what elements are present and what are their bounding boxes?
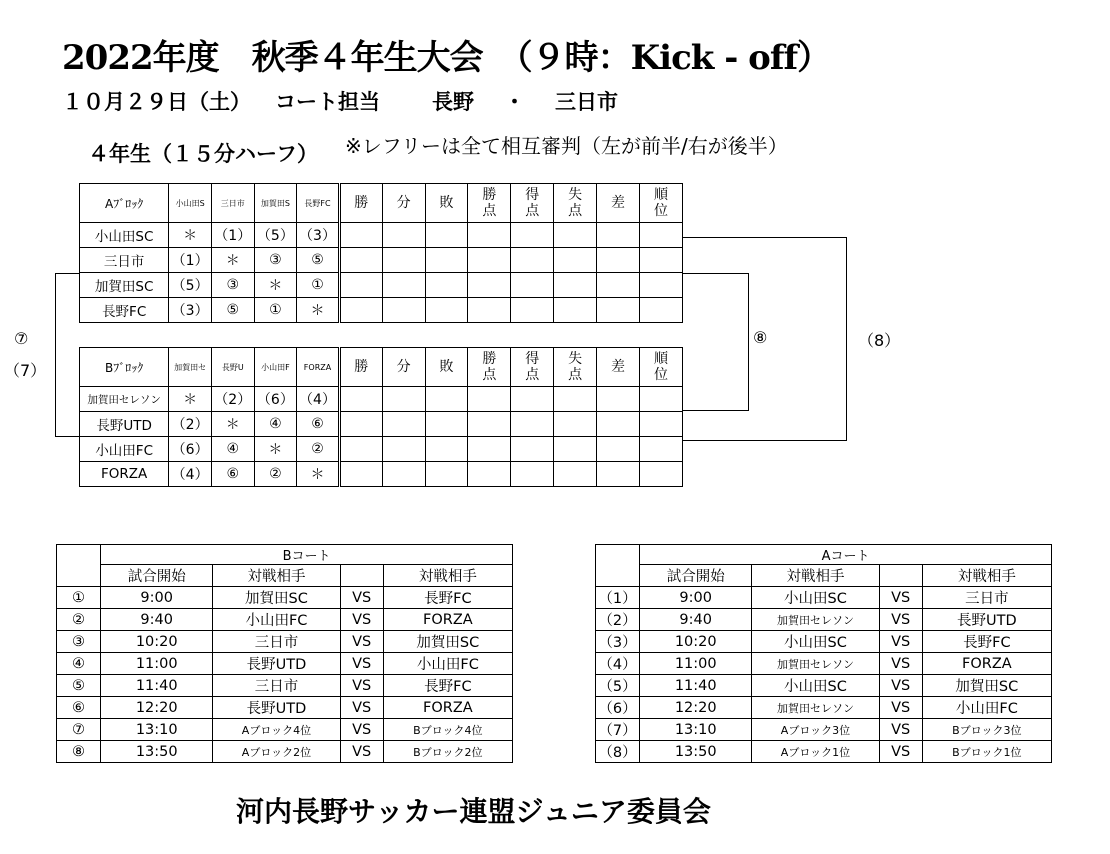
team-row — [80, 248, 683, 273]
home-team: Aブロック3位 — [752, 719, 879, 741]
match-cell: （4） — [169, 462, 212, 487]
bracket-line — [683, 237, 847, 238]
standings-cell — [597, 412, 640, 437]
standings-cell — [382, 223, 425, 248]
vs-label: VS — [879, 697, 922, 719]
corner-cell — [596, 545, 640, 587]
standings-cell — [468, 412, 511, 437]
match-row — [596, 675, 1052, 697]
opponent-column-head: 小山田F — [254, 348, 297, 387]
vs-label: VS — [340, 587, 383, 609]
match-number: ④ — [57, 653, 101, 675]
away-team: 三日市 — [922, 587, 1051, 609]
opponent-column-head: 三日市 — [211, 184, 254, 223]
standings-cell — [425, 298, 468, 323]
standings-cell — [382, 387, 425, 412]
block-name: Bﾌﾞﾛｯｸ — [80, 348, 169, 387]
away-team: 小山田FC — [383, 653, 512, 675]
standings-column-head: 分 — [382, 348, 425, 387]
away-team: Bブロック4位 — [383, 719, 512, 741]
match-time: 10:20 — [640, 631, 752, 653]
match-time: 9:00 — [101, 587, 213, 609]
standings-column-head: 得 点 — [511, 348, 554, 387]
vs-label: VS — [340, 609, 383, 631]
vs-label: VS — [879, 719, 922, 741]
standings-column-head: 敗 — [425, 348, 468, 387]
vs-label: VS — [879, 609, 922, 631]
team-name: 小山田FC — [80, 437, 169, 462]
col-opponent-2: 対戦相手 — [383, 565, 512, 587]
vs-label: VS — [340, 719, 383, 741]
away-team: 長野FC — [383, 675, 512, 697]
bracket-line — [683, 410, 749, 411]
standings-cell — [425, 273, 468, 298]
standings-cell — [639, 223, 682, 248]
bracket-label-8-paren: （8） — [858, 331, 901, 350]
standings-cell — [425, 387, 468, 412]
standings-cell — [382, 462, 425, 487]
standings-column-head: 差 — [597, 184, 640, 223]
match-cell: ④ — [254, 412, 297, 437]
match-cell: ② — [254, 462, 297, 487]
standings-cell — [554, 412, 597, 437]
standings-cell — [597, 387, 640, 412]
standings-cell — [468, 248, 511, 273]
away-team: Bブロック3位 — [922, 719, 1051, 741]
bracket-label-7-circle: ⑦ — [14, 329, 29, 348]
match-cell: （3） — [297, 223, 340, 248]
match-cell: （6） — [254, 387, 297, 412]
court-name: Bコート — [101, 545, 513, 565]
col-vs — [340, 565, 383, 587]
match-row — [596, 609, 1052, 631]
home-team: Aブロック1位 — [752, 741, 879, 763]
standings-cell — [511, 462, 554, 487]
away-team: Bブロック1位 — [922, 741, 1051, 763]
standings-cell — [339, 248, 382, 273]
team-name: 小山田SC — [80, 223, 169, 248]
standings-cell — [339, 462, 382, 487]
schedule-b-court — [56, 544, 513, 763]
standings-cell — [468, 298, 511, 323]
standings-column-head: 失 点 — [554, 184, 597, 223]
team-name: FORZA — [80, 462, 169, 487]
home-team: 小山田SC — [752, 631, 879, 653]
match-time: 11:00 — [101, 653, 213, 675]
match-cell: ⑤ — [211, 298, 254, 323]
match-time: 11:00 — [640, 653, 752, 675]
team-name: 加賀田セレソン — [80, 387, 169, 412]
match-cell: ⑤ — [297, 248, 340, 273]
match-cell: （2） — [211, 387, 254, 412]
standings-column-head: 勝 — [339, 184, 382, 223]
page-title: 2022年度 秋季４年生大会 （９時：Kick - off） — [62, 38, 831, 78]
standings-cell — [639, 387, 682, 412]
match-time: 13:10 — [640, 719, 752, 741]
match-row — [57, 587, 513, 609]
away-team: 長野FC — [383, 587, 512, 609]
match-cell: ③ — [211, 273, 254, 298]
bracket-line — [55, 273, 56, 436]
match-date: １０月２９日（土） — [62, 89, 251, 114]
match-cell: （5） — [169, 273, 212, 298]
match-number: （5） — [596, 675, 640, 697]
match-time: 11:40 — [640, 675, 752, 697]
bracket-line — [683, 273, 749, 274]
bracket-label-7-paren: （7） — [4, 361, 47, 380]
standings-cell — [425, 412, 468, 437]
match-number: ⑤ — [57, 675, 101, 697]
standings-column-head: 勝 点 — [468, 348, 511, 387]
match-row — [57, 675, 513, 697]
standings-cell — [425, 248, 468, 273]
vs-label: VS — [879, 631, 922, 653]
match-cell: ① — [297, 273, 340, 298]
date-court-line — [62, 86, 618, 116]
bracket-label-8-circle: ⑧ — [753, 328, 768, 347]
away-team: FORZA — [383, 697, 512, 719]
standings-column-head: 差 — [597, 348, 640, 387]
match-cell: ＊ — [297, 298, 340, 323]
col-start-time: 試合開始 — [101, 565, 213, 587]
match-number: ② — [57, 609, 101, 631]
home-team: 加賀田SC — [213, 587, 340, 609]
match-row — [596, 741, 1052, 763]
match-cell: ② — [297, 437, 340, 462]
team-name: 三日市 — [80, 248, 169, 273]
match-cell: ⑥ — [211, 462, 254, 487]
match-row — [57, 631, 513, 653]
home-team: Aブロック2位 — [213, 741, 340, 763]
opponent-column-head: 長野FC — [297, 184, 340, 223]
standings-cell — [597, 462, 640, 487]
match-cell: ＊ — [211, 412, 254, 437]
match-row — [57, 719, 513, 741]
match-number: （1） — [596, 587, 640, 609]
standings-cell — [339, 437, 382, 462]
match-time: 13:50 — [101, 741, 213, 763]
match-number: （3） — [596, 631, 640, 653]
match-cell: ① — [254, 298, 297, 323]
opponent-column-head: 加賀田セ — [169, 348, 212, 387]
vs-label: VS — [340, 697, 383, 719]
block-a-table — [79, 183, 683, 323]
standings-cell — [639, 437, 682, 462]
team-name: 加賀田SC — [80, 273, 169, 298]
organizer-footer: 河内長野サッカー連盟ジュニア委員会 — [236, 795, 711, 828]
vs-label: VS — [879, 653, 922, 675]
standings-cell — [468, 437, 511, 462]
col-opponent-1: 対戦相手 — [213, 565, 340, 587]
col-opponent-1: 対戦相手 — [752, 565, 879, 587]
standings-cell — [511, 223, 554, 248]
block-b-table — [79, 347, 683, 487]
standings-cell — [468, 387, 511, 412]
bracket-line — [55, 436, 79, 437]
match-time: 11:40 — [101, 675, 213, 697]
referee-note: ※レフリーは全て相互審判（左が前半/右が後半） — [345, 134, 788, 158]
home-team: 加賀田セレソン — [752, 697, 879, 719]
match-row — [596, 719, 1052, 741]
match-time: 9:40 — [640, 609, 752, 631]
opponent-column-head: 加賀田S — [254, 184, 297, 223]
standings-cell — [554, 437, 597, 462]
col-start-time: 試合開始 — [640, 565, 752, 587]
bracket-line — [683, 440, 847, 441]
match-row — [57, 741, 513, 763]
match-cell: ＊ — [254, 437, 297, 462]
match-number: ⑦ — [57, 719, 101, 741]
match-cell: （2） — [169, 412, 212, 437]
standings-column-head: 順 位 — [639, 348, 682, 387]
away-team: 小山田FC — [922, 697, 1051, 719]
standings-cell — [597, 273, 640, 298]
away-team: 加賀田SC — [383, 631, 512, 653]
standings-column-head: 勝 点 — [468, 184, 511, 223]
standings-cell — [425, 462, 468, 487]
match-cell: （1） — [169, 248, 212, 273]
bracket-line — [55, 273, 79, 274]
standings-cell — [511, 273, 554, 298]
match-time: 12:20 — [640, 697, 752, 719]
away-team: 加賀田SC — [922, 675, 1051, 697]
col-vs — [879, 565, 922, 587]
match-number: （2） — [596, 609, 640, 631]
standings-cell — [511, 248, 554, 273]
standings-cell — [468, 223, 511, 248]
match-cell: ＊ — [254, 273, 297, 298]
home-team: 三日市 — [213, 631, 340, 653]
vs-label: VS — [879, 741, 922, 763]
standings-column-head: 分 — [382, 184, 425, 223]
standings-cell — [339, 273, 382, 298]
col-opponent-2: 対戦相手 — [922, 565, 1051, 587]
standings-cell — [554, 223, 597, 248]
home-team: 加賀田セレソン — [752, 609, 879, 631]
away-team: Bブロック2位 — [383, 741, 512, 763]
opponent-column-head: FORZA — [297, 348, 340, 387]
court-assign-1: 長野 — [432, 89, 474, 114]
grade-label: ４年生（１５分ハーフ） — [88, 141, 318, 166]
standings-cell — [639, 462, 682, 487]
home-team: 加賀田セレソン — [752, 653, 879, 675]
standings-cell — [382, 248, 425, 273]
match-row — [596, 631, 1052, 653]
standings-cell — [597, 298, 640, 323]
opponent-column-head: 長野U — [211, 348, 254, 387]
team-row — [80, 437, 683, 462]
standings-cell — [468, 462, 511, 487]
standings-cell — [339, 412, 382, 437]
match-cell: （6） — [169, 437, 212, 462]
standings-cell — [382, 298, 425, 323]
team-row — [80, 412, 683, 437]
away-team: FORZA — [383, 609, 512, 631]
vs-label: VS — [879, 675, 922, 697]
match-row — [596, 653, 1052, 675]
match-number: ③ — [57, 631, 101, 653]
standings-cell — [425, 223, 468, 248]
match-cell: ＊ — [169, 223, 212, 248]
match-row — [57, 697, 513, 719]
match-cell: ④ — [211, 437, 254, 462]
match-time: 13:50 — [640, 741, 752, 763]
standings-cell — [554, 298, 597, 323]
team-row — [80, 462, 683, 487]
standings-cell — [639, 298, 682, 323]
team-row — [80, 273, 683, 298]
standings-cell — [639, 248, 682, 273]
standings-cell — [339, 223, 382, 248]
match-number: （8） — [596, 741, 640, 763]
court-label: コート担当 — [275, 89, 380, 114]
match-number: ⑥ — [57, 697, 101, 719]
standings-cell — [554, 387, 597, 412]
standings-cell — [382, 437, 425, 462]
standings-cell — [554, 462, 597, 487]
match-number: ① — [57, 587, 101, 609]
away-team: 長野UTD — [922, 609, 1051, 631]
match-cell: ③ — [254, 248, 297, 273]
court-assign-2: 三日市 — [555, 89, 618, 114]
vs-label: VS — [340, 741, 383, 763]
standings-cell — [382, 273, 425, 298]
standings-column-head: 失 点 — [554, 348, 597, 387]
standings-cell — [597, 248, 640, 273]
match-number: （4） — [596, 653, 640, 675]
standings-cell — [468, 273, 511, 298]
standings-column-head: 勝 — [339, 348, 382, 387]
bracket-line — [846, 237, 847, 441]
standings-cell — [639, 273, 682, 298]
home-team: 長野UTD — [213, 697, 340, 719]
home-team: 小山田FC — [213, 609, 340, 631]
match-row — [57, 609, 513, 631]
home-team: 小山田SC — [752, 675, 879, 697]
team-row — [80, 223, 683, 248]
match-time: 9:40 — [101, 609, 213, 631]
home-team: 三日市 — [213, 675, 340, 697]
away-team: 長野FC — [922, 631, 1051, 653]
match-cell: （3） — [169, 298, 212, 323]
team-row — [80, 298, 683, 323]
standings-cell — [554, 248, 597, 273]
vs-label: VS — [340, 675, 383, 697]
match-row — [57, 653, 513, 675]
standings-cell — [639, 412, 682, 437]
bracket-line — [748, 273, 749, 411]
court-separator: ・ — [504, 89, 525, 114]
vs-label: VS — [879, 587, 922, 609]
court-name: Aコート — [640, 545, 1052, 565]
team-name: 長野FC — [80, 298, 169, 323]
home-team: 小山田SC — [752, 587, 879, 609]
standings-cell — [597, 437, 640, 462]
standings-cell — [554, 273, 597, 298]
vs-label: VS — [340, 653, 383, 675]
standings-cell — [339, 387, 382, 412]
match-time: 9:00 — [640, 587, 752, 609]
match-cell: （1） — [211, 223, 254, 248]
standings-cell — [511, 298, 554, 323]
standings-column-head: 敗 — [425, 184, 468, 223]
match-cell: （5） — [254, 223, 297, 248]
corner-cell — [57, 545, 101, 587]
standings-cell — [511, 387, 554, 412]
match-cell: ＊ — [211, 248, 254, 273]
match-number: （6） — [596, 697, 640, 719]
match-row — [596, 587, 1052, 609]
standings-column-head: 得 点 — [511, 184, 554, 223]
team-row — [80, 387, 683, 412]
standings-cell — [511, 412, 554, 437]
opponent-column-head: 小山田S — [169, 184, 212, 223]
match-cell: （4） — [297, 387, 340, 412]
team-name: 長野UTD — [80, 412, 169, 437]
vs-label: VS — [340, 631, 383, 653]
match-cell: ⑥ — [297, 412, 340, 437]
standings-cell — [425, 437, 468, 462]
standings-column-head: 順 位 — [639, 184, 682, 223]
match-time: 13:10 — [101, 719, 213, 741]
standings-cell — [382, 412, 425, 437]
match-time: 10:20 — [101, 631, 213, 653]
block-name: Aﾌﾞﾛｯｸ — [80, 184, 169, 223]
match-row — [596, 697, 1052, 719]
home-team: Aブロック4位 — [213, 719, 340, 741]
match-number: （7） — [596, 719, 640, 741]
match-cell: ＊ — [297, 462, 340, 487]
standings-cell — [339, 298, 382, 323]
match-cell: ＊ — [169, 387, 212, 412]
match-number: ⑧ — [57, 741, 101, 763]
match-time: 12:20 — [101, 697, 213, 719]
away-team: FORZA — [922, 653, 1051, 675]
standings-cell — [511, 437, 554, 462]
standings-cell — [597, 223, 640, 248]
schedule-a-court — [595, 544, 1052, 763]
home-team: 長野UTD — [213, 653, 340, 675]
